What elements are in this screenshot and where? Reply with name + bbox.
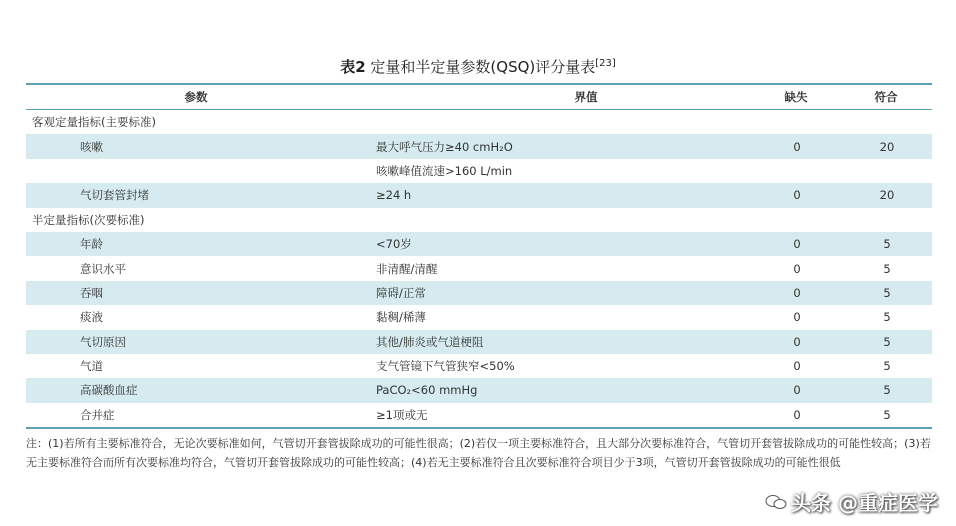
param-cell: 痰液 [80, 310, 103, 325]
missing-cell: 0 [793, 310, 801, 325]
param-cell: 年龄 [80, 237, 103, 252]
table-number: 表2 [340, 58, 366, 76]
missing-cell: 0 [793, 237, 801, 252]
missing-cell: 0 [793, 334, 801, 349]
table-row [26, 354, 932, 378]
param-cell: 合并症 [80, 407, 115, 422]
range-cell: ≥24 h [376, 188, 412, 203]
section-label: 客观定量指标(主要标准) [32, 115, 156, 130]
param-cell: 吞咽 [80, 285, 103, 300]
fit-cell: 5 [883, 261, 891, 276]
table-header-row [26, 85, 932, 110]
fit-cell: 5 [883, 359, 891, 374]
range-cell: 咳嗽峰值流速>160 L/min [376, 163, 513, 178]
range-cell: <70岁 [376, 237, 412, 252]
table-caption: 定量和半定量参数(QSQ)评分量表 [370, 58, 596, 76]
section-row [26, 110, 932, 134]
header-param: 参数 [184, 90, 208, 104]
missing-cell: 0 [793, 407, 801, 422]
table-body [26, 110, 932, 427]
range-cell: 其他/肺炎或气道梗阻 [376, 334, 484, 349]
table-row [26, 183, 932, 207]
wechat-icon [765, 494, 787, 510]
param-cell: 气道 [80, 359, 103, 374]
missing-cell: 0 [793, 285, 801, 300]
missing-cell: 0 [793, 383, 801, 398]
range-cell: 支气管镜下气管狭窄<50% [376, 359, 515, 374]
fit-cell: 5 [883, 285, 891, 300]
missing-cell: 0 [793, 139, 801, 154]
table-row [26, 256, 932, 280]
param-cell: 高碳酸血症 [80, 383, 138, 398]
param-cell: 咳嗽 [80, 139, 103, 154]
table-row [26, 134, 932, 158]
param-cell: 气切套管封堵 [80, 188, 149, 203]
param-cell: 气切原因 [80, 334, 126, 349]
table-row [26, 305, 932, 329]
table-row [26, 403, 932, 427]
header-missing: 缺失 [784, 90, 808, 104]
table-row [26, 281, 932, 305]
range-cell: 黏稠/稀薄 [376, 310, 426, 325]
table-row [26, 330, 932, 354]
range-cell: 最大呼气压力≥40 cmH₂O [376, 139, 513, 154]
table-row [26, 378, 932, 402]
watermark [765, 487, 938, 516]
range-cell: 非清醒/清醒 [376, 261, 438, 276]
fit-cell: 20 [879, 139, 895, 154]
section-label: 半定量指标(次要标准) [32, 212, 145, 227]
fit-cell: 5 [883, 310, 891, 325]
table-title [0, 56, 956, 77]
missing-cell: 0 [793, 359, 801, 374]
fit-cell: 5 [883, 334, 891, 349]
missing-cell: 0 [793, 261, 801, 276]
section-row [26, 208, 932, 232]
param-cell: 意识水平 [80, 261, 126, 276]
missing-cell: 0 [793, 188, 801, 203]
reference-marker: [23] [595, 58, 616, 69]
fit-cell: 5 [883, 383, 891, 398]
fit-cell: 20 [879, 188, 895, 203]
range-cell: 障碍/正常 [376, 285, 426, 300]
header-range: 界值 [574, 90, 598, 104]
table-footnote: 注：(1)若所有主要标准符合，无论次要标准如何，气管切开套管拔除成功的可能性很高；(2)若仅一项主要标准符合，且大部分次要标准符合，气管切开套管拔除成功的可能性较高；(3)若无主要标准符合而所有次要标准均符合，气管切开套管拔除成功的可能性较高；(4)若无主要标准符合且次要标准符合项目少于3项，气管切开套管拔除成功的可能性很低 [26, 437, 931, 469]
fit-cell: 5 [883, 237, 891, 252]
header-fit: 符合 [874, 90, 898, 104]
table-row [26, 159, 932, 183]
fit-cell: 5 [883, 407, 891, 422]
range-cell: ≥1项或无 [376, 407, 428, 422]
qsq-table [26, 83, 932, 429]
range-cell: PaCO₂<60 mmHg [376, 383, 478, 398]
watermark-text: 头条 @重症医学 [791, 491, 938, 515]
table-row [26, 232, 932, 256]
